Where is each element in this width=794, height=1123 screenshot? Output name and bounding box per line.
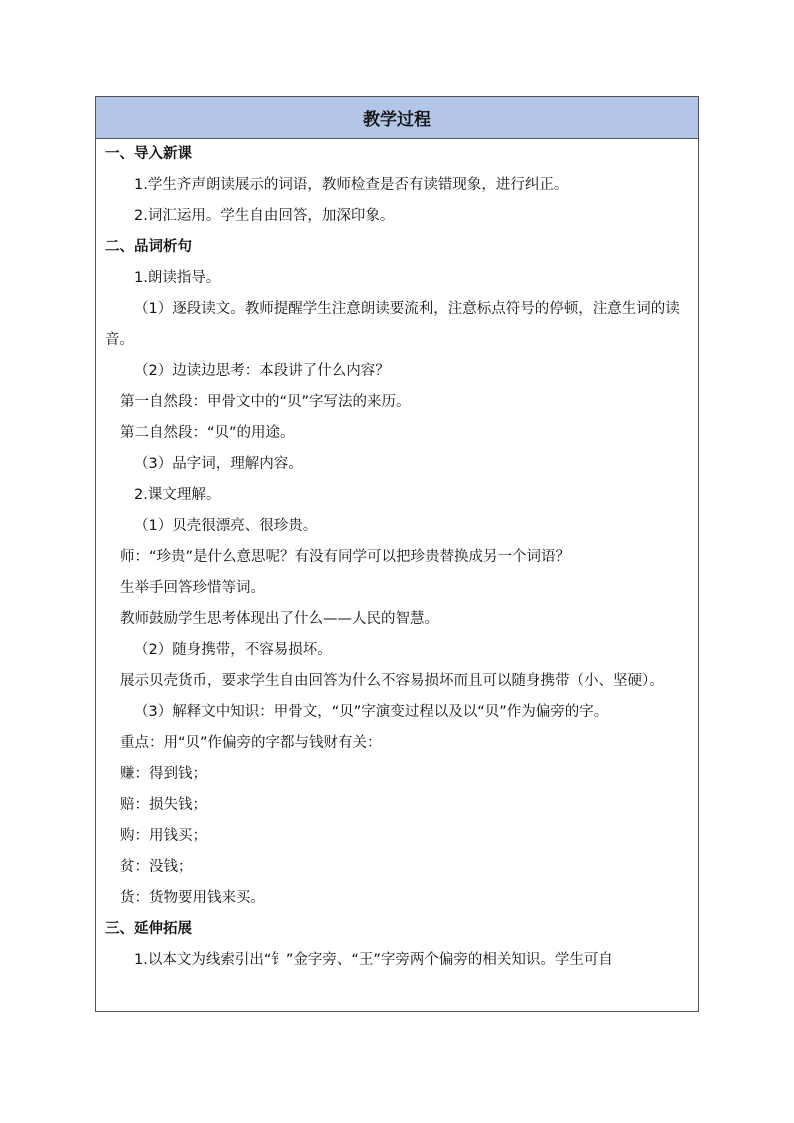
- table-body: [96, 139, 698, 976]
- text-line: 购：用钱买；: [120, 828, 207, 844]
- text-line: 2.课文理解。: [134, 487, 221, 503]
- text-line: （1）贝壳很漂亮、很珍贵。: [134, 518, 318, 534]
- lesson-table: [95, 96, 699, 1012]
- section-heading: 一、导入新课: [105, 146, 192, 162]
- text-line: （2）边读边思考：本段讲了什么内容？: [134, 363, 390, 379]
- text-line: 第一自然段：甲骨文中的“贝”字写法的来历。: [120, 394, 411, 410]
- text-line: （1）逐段读文。教师提醒学生注意朗读要流利，注意标点符号的停顿，注意生词的读音。: [105, 301, 680, 348]
- text-line: 赔：损失钱；: [120, 797, 207, 813]
- text-line: 贫：没钱；: [120, 859, 193, 875]
- text-line: （3）解释文中知识：甲骨文，“贝”字演变过程以及以“贝”作为偏旁的字。: [134, 704, 609, 720]
- text-line: 生举手回答珍惜等词。: [120, 580, 265, 596]
- text-line: 2.词汇运用。学生自由回答，加深印象。: [134, 208, 395, 224]
- text-line: 重点：用“贝”作偏旁的字都与钱财有关：: [120, 735, 382, 751]
- text-line: 赚：得到钱；: [120, 766, 207, 782]
- text-line: 1.学生齐声朗读展示的词语，教师检查是否有读错现象，进行纠正。: [134, 177, 569, 193]
- text-line: 展示贝壳货币，要求学生自由回答为什么不容易损坏而且可以随身携带（小、坚硬）。: [120, 673, 664, 689]
- text-line: 1.以本文为线索引出“钅”金字旁、“王”字旁两个偏旁的相关知识。学生可自: [134, 952, 613, 968]
- table-header: [96, 97, 698, 139]
- table-title: 教学过程: [363, 110, 431, 130]
- text-line: 教师鼓励学生思考体现出了什么——人民的智慧。: [120, 611, 439, 627]
- text-line: 货：货物要用钱来买。: [120, 890, 265, 906]
- section-heading: 三、延伸拓展: [105, 921, 192, 937]
- text-line: 1.朗读指导。: [134, 270, 221, 286]
- text-line: 第二自然段：“贝”的用途。: [120, 425, 295, 441]
- text-line: （3）品字词，理解内容。: [134, 456, 303, 472]
- text-line: 师：“珍贵”是什么意思呢？有没有同学可以把珍贵替换成另一个词语？: [120, 549, 571, 565]
- section-heading: 二、品词析句: [105, 239, 192, 255]
- text-line: （2）随身携带，不容易损坏。: [134, 642, 332, 658]
